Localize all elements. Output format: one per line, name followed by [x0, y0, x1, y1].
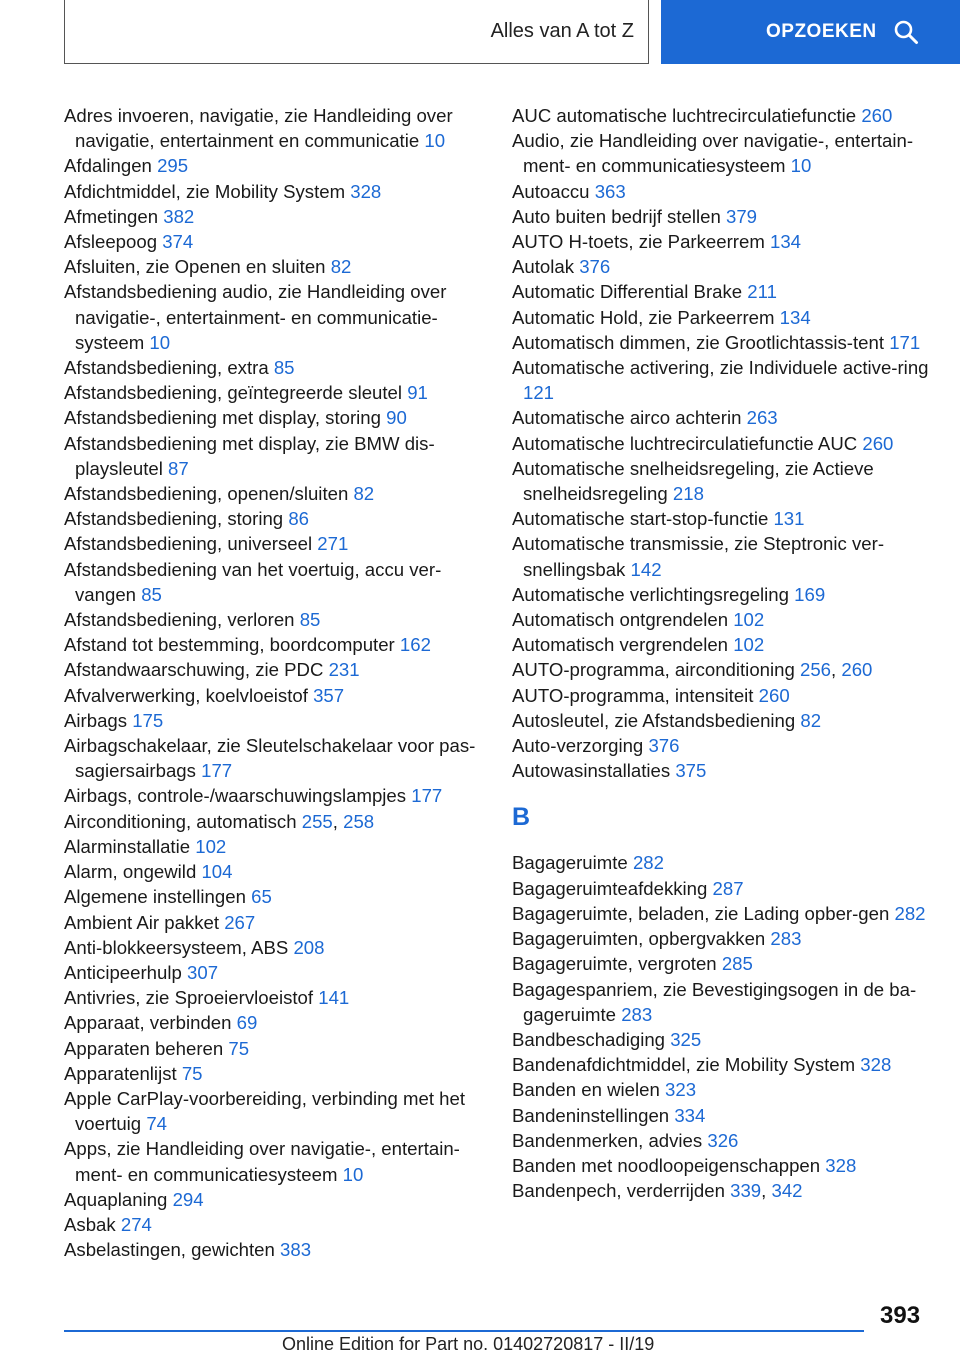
- entry-text: Banden en wielen: [512, 1079, 660, 1101]
- index-entry: [64, 935, 484, 960]
- page-reference-link[interactable]: 363: [594, 180, 626, 202]
- page-reference-link[interactable]: 208: [293, 936, 325, 958]
- index-entry: [64, 910, 484, 935]
- entry-text: Automatische verlichtingsregeling: [512, 583, 789, 605]
- index-entry: Airconditioning, automatisch 255, 258: [64, 810, 375, 832]
- page-reference-link[interactable]: 74: [146, 1113, 168, 1135]
- page-reference-link[interactable]: 383: [280, 1239, 312, 1261]
- index-entry: [64, 431, 484, 481]
- entry-text: Bagageruimte, beladen, zie Lading opber-gen: [512, 902, 890, 924]
- entry-text: Airbagschakelaar, zie Sleutelschakelaar voor pas-sagiersairbags: [64, 735, 476, 782]
- page-reference-link[interactable]: 102: [733, 609, 765, 631]
- entry-text: Airconditioning, automatisch: [64, 810, 297, 832]
- page-reference-link[interactable]: 218: [672, 483, 704, 505]
- index-entry: [512, 951, 932, 976]
- index-entry: [64, 1237, 484, 1262]
- entry-text: Alarm, ongewild: [64, 861, 197, 883]
- index-entry: [64, 783, 484, 808]
- entry-text: Bagageruimte, vergroten: [512, 953, 717, 975]
- entry-text: Afstandsbediening, geïntegreerde sleutel: [64, 382, 403, 404]
- entry-text: Autosleutel, zie Afstandsbediening: [512, 709, 796, 731]
- index-entry: [512, 431, 932, 456]
- tab-alles-van-a-tot-z[interactable]: [64, 0, 649, 64]
- page-reference-link[interactable]: 256: [799, 659, 832, 681]
- index-entry: [512, 305, 932, 330]
- index-entry: [512, 733, 932, 758]
- entry-text: Afstandsbediening, extra: [64, 357, 269, 379]
- entry-text: Auto buiten bedrijf stellen: [512, 205, 721, 227]
- page-reference-link[interactable]: 260: [861, 105, 893, 126]
- page-reference-link[interactable]: 231: [328, 659, 360, 681]
- entry-text: Airbags, controle-/waarschuwingslampjes: [64, 785, 407, 807]
- page-reference-link[interactable]: 283: [770, 928, 802, 950]
- page-reference-link[interactable]: 134: [779, 306, 811, 328]
- entry-text: Bagageruimte: [512, 852, 628, 874]
- index-entry: [512, 1128, 932, 1153]
- index-entry: [64, 481, 484, 506]
- magnifier-icon: [893, 19, 919, 45]
- page-reference-link[interactable]: 282: [632, 852, 664, 874]
- entry-text: Audio, zie Handleiding over navigatie-, entertain-ment- en communicatiesysteem: [512, 130, 914, 177]
- entry-text: Automatisch ontgrendelen: [512, 609, 729, 631]
- entry-text: Afvalverwerking, koelvloeistof: [64, 684, 308, 706]
- page-reference-link[interactable]: 131: [773, 508, 805, 530]
- index-entry: [512, 582, 932, 607]
- index-entry: [512, 103, 932, 128]
- entry-text: Autowasinstallaties: [512, 760, 671, 782]
- page-reference-link[interactable]: 295: [157, 155, 189, 177]
- index-entry: [512, 758, 932, 783]
- entry-text: Automatische start-stop-functie: [512, 508, 769, 530]
- index-entry: [512, 1027, 932, 1052]
- entry-text: Airbags: [64, 709, 128, 731]
- entry-text: Afstandsbediening, storing: [64, 508, 284, 530]
- entry-text: Afstandsbediening, verloren: [64, 609, 295, 631]
- entry-text: Algemene instellingen: [64, 886, 246, 908]
- index-entry: [64, 103, 484, 153]
- index-entry: [512, 926, 932, 951]
- index-entry: [512, 708, 932, 733]
- index-entry: [512, 279, 932, 304]
- entry-text: Afsluiten, zie Openen en sluiten: [64, 256, 326, 278]
- entry-text: Bandbeschadiging: [512, 1028, 666, 1050]
- page-reference-link[interactable]: 10: [342, 1163, 364, 1185]
- index-entry: [512, 531, 932, 581]
- index-entry: [64, 632, 484, 657]
- page-reference-link[interactable]: 85: [141, 583, 162, 605]
- page-reference-link[interactable]: 260: [862, 432, 894, 454]
- index-entry: [512, 850, 932, 875]
- index-entry: [64, 380, 484, 405]
- index-entry: [64, 279, 484, 355]
- index-entry: [512, 632, 932, 657]
- page-reference-link[interactable]: 162: [399, 634, 431, 656]
- entry-text: Afstandsbediening, openen/sluiten: [64, 483, 349, 505]
- page-reference-link[interactable]: 10: [790, 155, 812, 177]
- index-entry: [512, 456, 932, 506]
- page-reference-link[interactable]: 274: [120, 1213, 152, 1235]
- page-reference-link[interactable]: 87: [168, 457, 189, 479]
- entry-text: Apple CarPlay-voorbereiding, verbinding met het voertuig: [64, 1087, 466, 1135]
- index-entry: [64, 405, 484, 430]
- page-reference-link[interactable]: 339: [730, 1180, 762, 1202]
- page-reference-link[interactable]: 177: [411, 785, 443, 807]
- page-reference-link[interactable]: 171: [889, 331, 921, 353]
- page-reference-link[interactable]: 382: [163, 205, 195, 227]
- page-reference-link[interactable]: 86: [288, 508, 309, 530]
- index-entry: [64, 1061, 484, 1086]
- search-tab[interactable]: [661, 0, 960, 64]
- index-entry: [64, 1086, 484, 1136]
- index-entry: [64, 1136, 484, 1186]
- entry-text: Afstandsbediening, universeel: [64, 533, 313, 555]
- index-entry: [64, 254, 484, 279]
- entry-text: Afstandsbediening met display, zie BMW dis-playsleutel: [64, 432, 435, 479]
- index-entry: [64, 506, 484, 531]
- search-label: OPZOEKEN: [766, 21, 877, 42]
- page-reference-link[interactable]: 255: [301, 810, 333, 832]
- entry-text: AUC automatische luchtrecirculatiefunctie: [512, 105, 857, 126]
- entry-text: Bandenpech, verderrijden: [512, 1180, 725, 1202]
- entry-text: Adres invoeren, navigatie, zie Handleiding over navigatie, entertainment en communicatie: [64, 105, 453, 152]
- page-reference-link[interactable]: 175: [132, 709, 164, 731]
- entry-text: AUTO H-toets, zie Parkeerrem: [512, 231, 765, 253]
- section-letter: B: [512, 803, 531, 832]
- index-entry: [512, 330, 932, 355]
- page-reference-link[interactable]: 141: [318, 987, 350, 1009]
- index-entry: [64, 229, 484, 254]
- index-entry: [512, 607, 932, 632]
- index-entry: [64, 708, 484, 733]
- index-entry: [512, 254, 932, 279]
- entry-text: Bandeninstellingen: [512, 1104, 670, 1126]
- index-entry: [512, 876, 932, 901]
- index-entry: [64, 355, 484, 380]
- page-reference-link[interactable]: 326: [707, 1129, 739, 1151]
- page-reference-link[interactable]: 121: [523, 382, 555, 404]
- index-entry: [64, 834, 484, 859]
- entry-text: Apparaat, verbinden: [64, 1012, 232, 1034]
- page-reference-link[interactable]: 357: [313, 684, 345, 706]
- page-reference-link[interactable]: 323: [665, 1079, 697, 1101]
- page-reference-link[interactable]: 260: [758, 684, 790, 706]
- page-reference-link[interactable]: 102: [733, 634, 765, 656]
- page-reference-link[interactable]: 271: [317, 533, 349, 555]
- edition-text: Online Edition for Part no. 01402720817 - II/19: [282, 1334, 655, 1354]
- page-reference-link[interactable]: 258: [343, 810, 375, 832]
- entry-text: Afstand tot bestemming, boordcomputer: [64, 634, 395, 656]
- entry-text: Apparaten beheren: [64, 1037, 224, 1059]
- entry-text: Anticipeerhulp: [64, 961, 182, 983]
- entry-text: Banden met noodloopeigenschappen: [512, 1154, 821, 1176]
- index-entry: [64, 1010, 484, 1035]
- page-reference-link[interactable]: 85: [299, 609, 321, 631]
- index-entry: [64, 733, 484, 783]
- page-reference-link[interactable]: 82: [330, 256, 352, 278]
- index-entry: [64, 557, 484, 607]
- entry-text: Automatische airco achterin: [512, 407, 742, 429]
- page-reference-link[interactable]: 307: [187, 961, 219, 983]
- entry-text: Afmetingen: [64, 205, 159, 227]
- index-entry: [64, 985, 484, 1010]
- header: [0, 0, 960, 66]
- entry-text: Afdichtmiddel, zie Mobility System: [64, 180, 346, 202]
- entry-text: Autoaccu: [512, 180, 590, 202]
- page-reference-link[interactable]: 334: [674, 1104, 706, 1126]
- index-column-right: [512, 103, 932, 1203]
- page-reference-link[interactable]: 282: [894, 902, 926, 924]
- page-reference-link[interactable]: 263: [746, 407, 778, 429]
- index-entry: [512, 506, 932, 531]
- entry-text: Automatic Differential Brake: [512, 281, 743, 303]
- page-reference-link[interactable]: 90: [386, 407, 407, 429]
- footer-divider: [64, 1330, 864, 1332]
- index-entry: Bandenpech, verderrijden 339, 342: [512, 1180, 803, 1202]
- index-entry: [512, 977, 932, 1027]
- entry-text: AUTO-programma, airconditioning: [512, 659, 795, 681]
- page-reference-link[interactable]: 102: [195, 835, 227, 857]
- page-reference-link[interactable]: 85: [273, 357, 295, 379]
- entry-text: Bagagespanriem, zie Bevestigingsogen in de ba-gageruimte: [512, 978, 917, 1025]
- index-entry: [512, 683, 932, 708]
- page-reference-link[interactable]: 75: [181, 1062, 203, 1084]
- page-reference-link[interactable]: 69: [236, 1012, 258, 1034]
- page-reference-link[interactable]: 211: [747, 281, 777, 303]
- index-entry: [64, 884, 484, 909]
- entry-text: Aquaplaning: [64, 1188, 168, 1210]
- page-reference-link[interactable]: 283: [621, 1003, 653, 1025]
- entry-text: Bandenafdichtmiddel, zie Mobility System: [512, 1054, 856, 1076]
- page-number: 393: [880, 1302, 921, 1329]
- entry-text: Afstandsbediening audio, zie Handleiding over navigatie-, entertainment- en communicatie-systeem: [64, 281, 447, 353]
- entry-text: Afstandsbediening van het voertuig, accu ver-vangen: [64, 558, 442, 605]
- index-column-left: [64, 103, 484, 1262]
- page-reference-link[interactable]: 104: [201, 861, 233, 883]
- page-reference-link[interactable]: 376: [579, 256, 611, 278]
- page-reference-link[interactable]: 10: [424, 130, 446, 152]
- entry-text: Automatische transmissie, zie Steptronic ver-snellingsbak: [512, 533, 885, 580]
- page-reference-link[interactable]: 260: [841, 659, 873, 681]
- entry-text: Anti-blokkeersysteem, ABS: [64, 936, 289, 958]
- index-entry: [512, 204, 932, 229]
- page-reference-link[interactable]: 142: [630, 558, 662, 580]
- index-entry: [64, 607, 484, 632]
- index-entry: [64, 960, 484, 985]
- index-entry: [512, 901, 932, 926]
- entry-text: Bandenmerken, advies: [512, 1129, 703, 1151]
- entry-text: Automatische luchtrecirculatiefunctie AUC: [512, 432, 858, 454]
- index-entry: [512, 1052, 932, 1077]
- page-reference-link[interactable]: 82: [353, 483, 375, 505]
- page-reference-link[interactable]: 379: [725, 205, 758, 227]
- entry-text: Antivries, zie Sproeiervloeistof: [64, 987, 314, 1009]
- index-entry: [512, 179, 932, 204]
- page-reference-link[interactable]: 376: [648, 735, 680, 757]
- index-entry: [64, 657, 484, 682]
- entry-text: Asbelastingen, gewichten: [64, 1239, 275, 1261]
- page-reference-link[interactable]: 169: [794, 583, 826, 605]
- page-reference-link[interactable]: 374: [162, 231, 194, 253]
- index-entry: [512, 405, 932, 430]
- page-reference-link[interactable]: 10: [149, 331, 171, 353]
- index-entry: [512, 355, 932, 405]
- index-entry: [64, 1212, 484, 1237]
- index-entry: [64, 859, 484, 884]
- page-reference-link[interactable]: 75: [228, 1037, 250, 1059]
- page-reference-link[interactable]: 285: [721, 953, 753, 975]
- index-entry: [512, 128, 932, 178]
- page-reference-link[interactable]: 267: [224, 911, 256, 933]
- entry-text: Afstandwaarschuwing, zie PDC: [64, 659, 324, 681]
- index-entry: [64, 1036, 484, 1061]
- entry-text: Apparatenlijst: [64, 1062, 177, 1084]
- entry-text: Autolak: [512, 256, 575, 278]
- entry-text: Alarminstallatie: [64, 835, 191, 857]
- index-entry: [512, 1153, 932, 1178]
- index-entry: [64, 1187, 484, 1212]
- page-reference-link[interactable]: 328: [350, 180, 382, 202]
- index-entry: AUTO-programma, airconditioning 256, 260: [512, 659, 873, 681]
- entry-text: Afstandsbediening met display, storing: [64, 407, 381, 429]
- page-reference-link[interactable]: 375: [675, 760, 707, 782]
- entry-text: Automatic Hold, zie Parkeerrem: [512, 306, 775, 328]
- page-reference-link[interactable]: 342: [771, 1180, 803, 1202]
- entry-text: Ambient Air pakket: [64, 911, 220, 933]
- page-reference-link[interactable]: 287: [712, 877, 744, 899]
- index-entry: [64, 683, 484, 708]
- index-entry: [512, 1103, 932, 1128]
- page-reference-link[interactable]: 91: [407, 382, 428, 404]
- page-reference-link[interactable]: 177: [201, 760, 233, 782]
- index-entry: [64, 153, 484, 178]
- index-entry: [512, 229, 932, 254]
- tab-az-label: Alles van A tot Z: [490, 20, 634, 42]
- index-entry: [64, 204, 484, 229]
- page-reference-link[interactable]: 328: [860, 1054, 892, 1076]
- page-reference-link[interactable]: 65: [251, 886, 272, 908]
- index-entry: [64, 531, 484, 556]
- page-reference-link[interactable]: 328: [825, 1154, 857, 1176]
- entry-text: Auto-verzorging: [512, 735, 644, 757]
- entry-text: Automatische snelheidsregeling, zie Actieve snelheidsregeling: [512, 457, 874, 505]
- index-entry: [512, 1077, 932, 1102]
- index-entry: [64, 179, 484, 204]
- entry-text: Afsleepoog: [64, 231, 158, 253]
- entry-text: Automatisch vergrendelen: [512, 634, 729, 656]
- page-reference-link[interactable]: 134: [769, 231, 802, 253]
- entry-text: Afdalingen: [64, 155, 152, 177]
- entry-text: AUTO-programma, intensiteit: [512, 684, 754, 706]
- entry-text: Automatisch dimmen, zie Grootlichtassis-tent: [512, 331, 885, 353]
- entry-text: Apps, zie Handleiding over navigatie-, entertain-ment- en communicatiesysteem: [64, 1138, 460, 1185]
- entry-text: Bagageruimteafdekking: [512, 877, 708, 899]
- entry-text: Asbak: [64, 1213, 116, 1235]
- page-reference-link[interactable]: 294: [172, 1188, 204, 1210]
- page-reference-link[interactable]: 82: [800, 709, 822, 731]
- entry-text: Bagageruimten, opbergvakken: [512, 928, 766, 950]
- page-reference-link[interactable]: 325: [670, 1028, 702, 1050]
- entry-text: Automatische activering, zie Individuele active-ring: [512, 357, 929, 379]
